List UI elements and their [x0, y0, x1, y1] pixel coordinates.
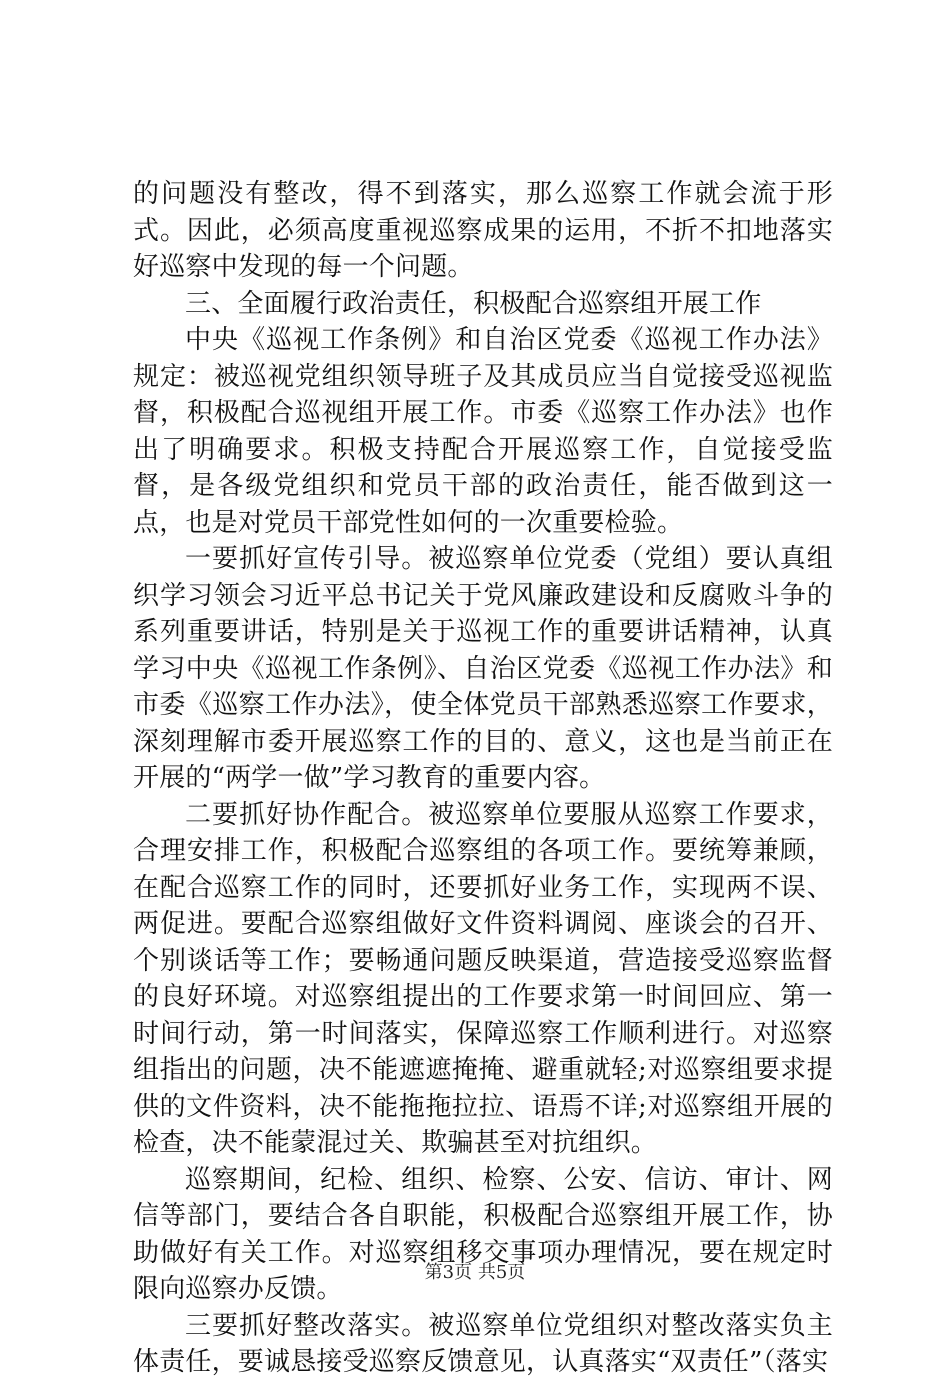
paragraph-4: 二要抓好协作配合。被巡察单位要服从巡察工作要求，合理安排工作，积极配合巡察组的各项工作。要统筹兼顾，在配合巡察工作的同时，还要抓好业务工作，实现两不误、两促进。要配合巡察组做好文件资料调阅、座谈会的召开、个别谈话等工作；要畅通问题反映渠道，营造接受巡察监督的良好环境。对巡察组提出的工作要求第一时间回应、第一时间行动，第一时间落实，保障巡察工作顺利进行。对巡察组指出的问题，决不能遮遮掩掩、避重就轻;对巡察组要求提供的文件资料，决不能拖拖拉拉、语焉不详;对巡察组开展的检查，决不能蒙混过关、欺骗甚至对抗组织。	[133, 799, 833, 1158]
paragraph-3: 一要抓好宣传引导。被巡察单位党委（党组）要认真组织学习领会习近平总书记关于党风廉政建设和反腐败斗争的系列重要讲话，特别是关于巡视工作的重要讲话精神，认真学习中央《巡视工作条例》、自治区党委《巡视工作办法》和市委《巡察工作办法》，使全体党员干部熟悉巡察工作要求，深刻理解市委开展巡察工作的目的、意义，这也是当前正在开展的“两学一做”学习教育的重要内容。	[133, 544, 833, 793]
document-body	[133, 176, 833, 1381]
paragraph-5: 巡察期间，纪检、组织、检察、公安、信访、审计、网信等部门，要结合各自职能，积极配合巡察组开展工作，协助做好有关工作。对巡察组移交事项办理情况，要在规定时限向巡察办反馈。	[133, 1164, 833, 1304]
paragraph-6: 三要抓好整改落实。被巡察单位党组织对整改落实负主体责任，要诚恳接受巡察反馈意见，认真落实“双责任”（落实	[133, 1310, 833, 1377]
paragraph-1: 的问题没有整改，得不到落实，那么巡察工作就会流于形式。因此，必须高度重视巡察成果的运用，不折不扣地落实好巡察中发现的每一个问题。	[133, 179, 833, 282]
paragraph-2: 中央《巡视工作条例》和自治区党委《巡视工作办法》规定：被巡视党组织领导班子及其成员应当自觉接受巡视监督，积极配合巡视组开展工作。市委《巡察工作办法》也作出了明确要求。积极支持配合开展巡察工作，自觉接受监督，是各级党组织和党员干部的政治责任，能否做到这一点，也是对党员干部党性如何的一次重要检验。	[133, 325, 833, 538]
section-heading-3: 三、全面履行政治责任，积极配合巡察组开展工作	[185, 288, 762, 319]
page-footer: 第3页 共5页	[424, 1262, 526, 1283]
